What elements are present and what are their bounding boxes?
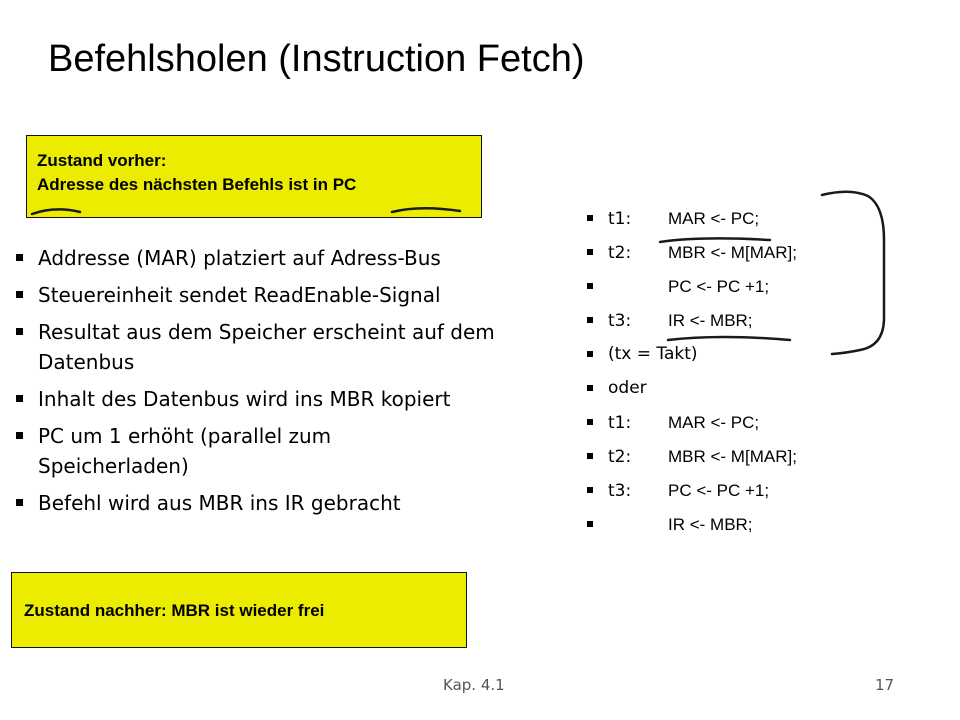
rt-statement: IR <- MBR; bbox=[668, 311, 753, 330]
clock-label: t2: bbox=[608, 243, 632, 263]
legend-note: (tx = Takt) bbox=[608, 344, 698, 364]
state-before-text: Adresse des nächsten Befehls ist in PC bbox=[37, 175, 357, 194]
state-after-text: Zustand nachher: MBR ist wieder frei bbox=[24, 601, 325, 620]
rt-statement: MBR <- M[MAR]; bbox=[668, 243, 797, 262]
list-item bbox=[586, 377, 797, 411]
rt-statement: MBR <- M[MAR]; bbox=[668, 447, 797, 466]
clock-label: t3: bbox=[608, 481, 632, 501]
page-number: 17 bbox=[875, 676, 895, 694]
state-before-heading: Zustand vorher: bbox=[37, 151, 167, 170]
clock-label: t1: bbox=[608, 413, 632, 433]
rt-statement: IR <- MBR; bbox=[668, 515, 753, 534]
list-item bbox=[586, 309, 797, 343]
list-item: PC um 1 erhöht (parallel zum Speicherladen) bbox=[14, 421, 468, 481]
rt-statement: MAR <- PC; bbox=[668, 413, 760, 432]
list-item: Steuereinheit sendet ReadEnable-Signal bbox=[14, 280, 528, 310]
slide-title: Befehlsholen (Instruction Fetch) bbox=[48, 38, 585, 80]
chapter-label: Kap. 4.1 bbox=[443, 676, 505, 694]
list-item bbox=[586, 513, 797, 547]
list-item bbox=[586, 445, 797, 479]
list-item bbox=[586, 343, 797, 377]
alternative-label: oder bbox=[608, 378, 647, 398]
clock-label: t2: bbox=[608, 447, 632, 467]
list-item bbox=[586, 411, 797, 445]
list-item bbox=[586, 479, 797, 513]
state-after-box bbox=[11, 572, 467, 648]
list-item: Inhalt des Datenbus wird ins MBR kopiert bbox=[14, 384, 528, 414]
list-item bbox=[586, 207, 797, 241]
list-item: Addresse (MAR) platziert auf Adress-Bus bbox=[14, 243, 528, 273]
list-item: Resultat aus dem Speicher erscheint auf dem Datenbus bbox=[14, 317, 518, 377]
rt-statement: PC <- PC +1; bbox=[668, 481, 770, 500]
clock-label: t1: bbox=[608, 209, 632, 229]
state-before-box bbox=[26, 135, 482, 218]
rt-statement: MAR <- PC; bbox=[668, 209, 760, 228]
register-transfer-list bbox=[586, 207, 797, 547]
bracket-curve bbox=[822, 192, 884, 354]
list-item: Befehl wird aus MBR ins IR gebracht bbox=[14, 488, 528, 518]
fetch-steps-list bbox=[14, 243, 528, 525]
clock-label: t3: bbox=[608, 311, 632, 331]
list-item bbox=[586, 275, 797, 309]
rt-statement: PC <- PC +1; bbox=[668, 277, 770, 296]
list-item bbox=[586, 241, 797, 275]
